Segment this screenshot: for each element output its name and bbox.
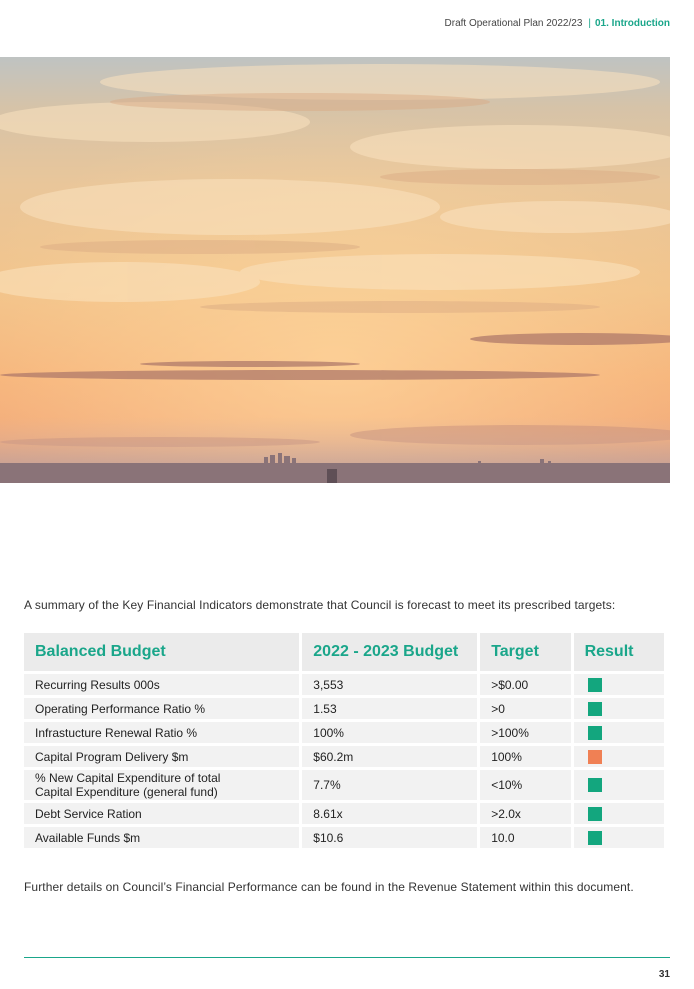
result-cell [574, 698, 664, 719]
table-row [24, 722, 664, 743]
table-row [24, 827, 664, 848]
indicator-label-line-2: Capital Expenditure (general fund) [35, 785, 218, 799]
budget-value: 3,553 [302, 674, 477, 695]
key-financial-indicators-table [21, 630, 667, 851]
target-value: >0 [480, 698, 570, 719]
result-indicator-square [588, 778, 602, 792]
result-indicator-square [588, 702, 602, 716]
indicator-label: Capital Program Delivery $m [24, 746, 299, 767]
indicator-label [24, 770, 299, 800]
footer-divider [24, 957, 670, 958]
column-header-balanced-budget: Balanced Budget [24, 633, 299, 671]
table-row [24, 698, 664, 719]
table-header-row [24, 633, 664, 671]
target-value: <10% [480, 770, 570, 800]
result-cell [574, 722, 664, 743]
result-cell [574, 827, 664, 848]
result-cell [574, 803, 664, 824]
table-row [24, 746, 664, 767]
result-indicator-square [588, 678, 602, 692]
result-cell [574, 770, 664, 800]
target-value: >100% [480, 722, 570, 743]
indicator-label: Recurring Results 000s [24, 674, 299, 695]
result-indicator-square [588, 750, 602, 764]
target-value: >$0.00 [480, 674, 570, 695]
indicator-label: Operating Performance Ratio % [24, 698, 299, 719]
indicator-label: Infrastucture Renewal Ratio % [24, 722, 299, 743]
indicator-label: Available Funds $m [24, 827, 299, 848]
target-value: 10.0 [480, 827, 570, 848]
target-value: 100% [480, 746, 570, 767]
indicator-label: Debt Service Ration [24, 803, 299, 824]
indicator-label-line-1: % New Capital Expenditure of total [35, 771, 221, 785]
closing-paragraph: Further details on Council’s Financial Performance can be found in the Revenue Statement within this document. [24, 880, 634, 894]
result-indicator-square [588, 807, 602, 821]
budget-value: 7.7% [302, 770, 477, 800]
intro-paragraph: A summary of the Key Financial Indicators demonstrate that Council is forecast to meet its prescribed targets: [24, 598, 616, 612]
result-cell [574, 674, 664, 695]
target-value: >2.0x [480, 803, 570, 824]
result-cell [574, 746, 664, 767]
sunset-sky-photo [0, 57, 670, 483]
result-indicator-square [588, 831, 602, 845]
budget-value: $60.2m [302, 746, 477, 767]
budget-value: $10.6 [302, 827, 477, 848]
table-row [24, 770, 664, 800]
budget-value: 100% [302, 722, 477, 743]
column-header-result: Result [574, 633, 664, 671]
table-row [24, 803, 664, 824]
budget-value: 8.61x [302, 803, 477, 824]
column-header-budget: 2022 - 2023 Budget [302, 633, 477, 671]
page-number: 31 [658, 969, 670, 980]
column-header-target: Target [480, 633, 570, 671]
header-separator: | [588, 18, 591, 29]
page-header [445, 18, 670, 29]
result-indicator-square [588, 726, 602, 740]
sunset-illustration [0, 57, 670, 483]
table-row [24, 674, 664, 695]
section-title: 01. Introduction [595, 18, 670, 29]
document-title: Draft Operational Plan 2022/23 [444, 18, 583, 29]
budget-value: 1.53 [302, 698, 477, 719]
